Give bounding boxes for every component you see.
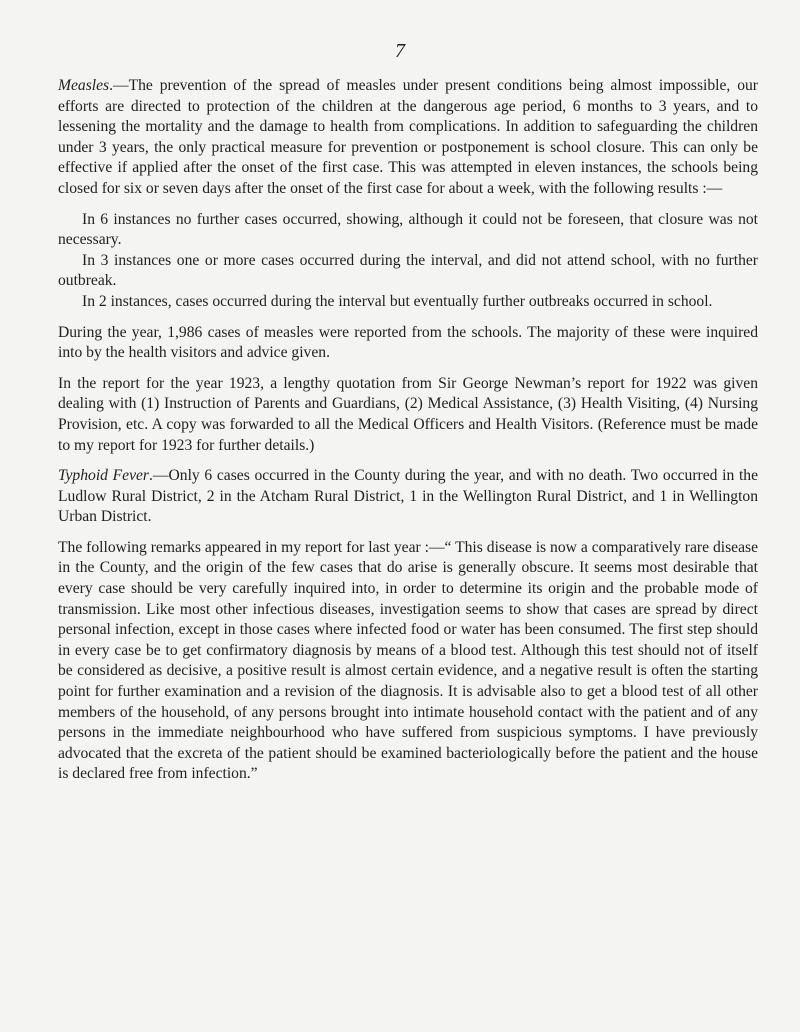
typhoid-paragraph-text: .—Only 6 cases occurred in the County during the year, and with no death. Two occurred in the Ludlow Rural District, 2 in the Atcham Rural District, 1 in the Wellington Rural District, and 1 in Wellington Urban District. (58, 467, 759, 526)
result-item: In 6 instances no further cases occurred, showing, although it could not be foreseen, that closure was not necessary. (58, 210, 758, 249)
measles-heading: Measles (58, 77, 110, 94)
result-item: In 3 instances one or more cases occurred during the interval, and did not attend school, with no further outbreak. (58, 251, 758, 290)
report-paragraph: In the report for the year 1923, a lengthy quotation from Sir George Newman’s report for 1922 was given dealing with (1) Instruction of Parents and Guardians, (2) Medical Assistance, (3) Health Visiting, (4) Nursing Provision, etc. A copy was forwarded to all the Medical Officers and Health Visitors. (Reference must be made to my report for 1923 for further details.) (58, 374, 758, 454)
typhoid-paragraph (58, 466, 758, 528)
remarks-paragraph: The following remarks appeared in my report for last year :—“ This disease is now a comparatively rare disease in the County, and the origin of the few cases that do arise is generally obscure. It seems most desirable that every case should be very carefully inquired into, in order to determine its origin and the probable mode of transmission. Like most other infectious diseases, investigation seems to show that cases are spread by direct personal infection, except in those cases where infected food or water has been consumed. The first step should in every case be to get confirmatory diagnosis by means of a blood test. Although this test should not of itself be considered as decisive, a positive result is almost certain evidence, and a negative result is often the starting point for further examination and a revision of the diagnosis. It is advisable also to get a blood test of all other members of the household, of any persons brought into intimate household contact with the patient and of any persons in the immediate neighbourhood who have suffered from suspicious symptoms. I have previously advocated that the excreta of the patient should be examined bacteriologically before the patient and the house is declared free from infection.” (58, 538, 758, 783)
measles-cases-paragraph: During the year, 1,986 cases of measles were reported from the schools. The majority of these were inquired into by the health visitors and advice given. (58, 323, 758, 362)
body-text (58, 76, 758, 785)
measles-paragraph-text: .—The prevention of the spread of measles under present conditions being almost impossible, our efforts are directed to protection of the children at the dangerous age period, 6 months to 3 years, and to lessening the mortality and the damage to health from complications. In addition to safeguarding the children under 3 years, the only practical measure for prevention or postponement is school closure. This can only be effective if applied after the onset of the first case. This was attempted in eleven instances, the schools being closed for six or seven days after the onset of the first case for about a week, with the following results :— (58, 77, 758, 197)
result-item: In 2 instances, cases occurred during the interval but eventually further outbreaks occurred in school. (82, 292, 713, 310)
measles-paragraph (58, 76, 758, 200)
typhoid-heading: Typhoid Fever (58, 467, 150, 485)
page-number: 7 (395, 40, 405, 62)
